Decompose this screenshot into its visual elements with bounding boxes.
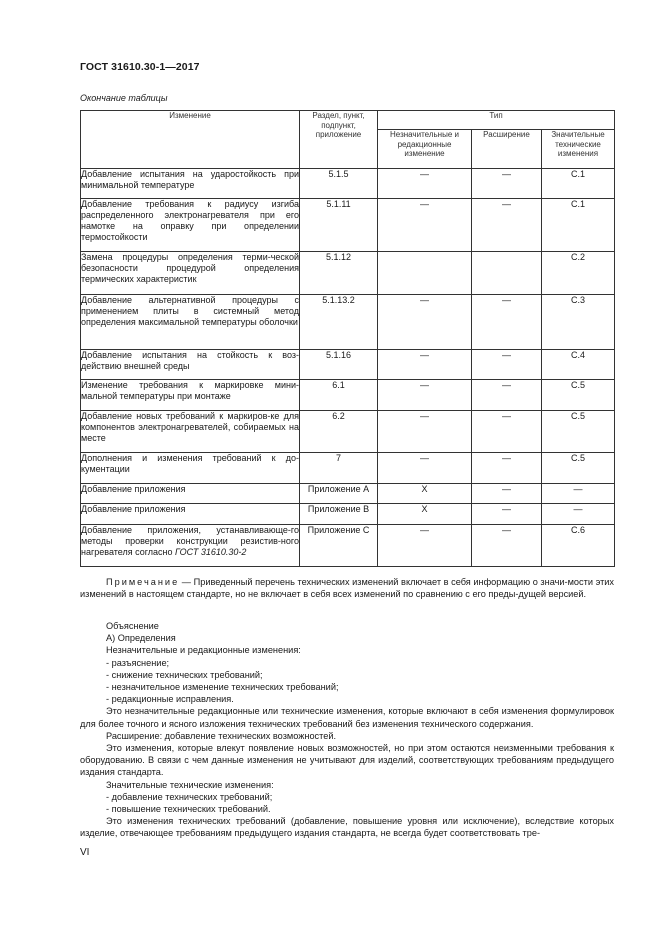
- cell-extension: —: [472, 295, 542, 350]
- paragraph: Это незначительные редакционные или технические изменения, которые включают в себя изменения формулировок для более точного и ясного изложения технических требований без изменения технического содержания.: [80, 706, 614, 729]
- cell-change: Замена процедуры определения терми-ческой безопасности процедурой определения термических характеристик: [81, 252, 300, 295]
- cell-major: C.6: [542, 525, 615, 567]
- cell-change: Добавление испытания на стойкость к воз-действию внешней среды: [81, 350, 300, 380]
- cell-section: 6.1: [300, 380, 378, 411]
- header-extension: Расширение: [472, 130, 542, 169]
- paragraph: Это изменения технических требований (добавление, повышение уровня или исключение), вследствие которых изделие, отвечающее требованиям предыдущего издания стандарта, не всегда будет соответствовать тре-: [80, 816, 614, 839]
- cell-change: Добавление требования к радиусу изгиба распределенного электронагревателя при его намотке на оправку при определении термостойкости: [81, 199, 300, 252]
- cell-major: C.5: [542, 380, 615, 411]
- cell-minor: —: [378, 350, 472, 380]
- paragraph: Это изменения, которые влекут появление новых возможностей, но при этом остаются неизменными требования к оборудованию. В связи с чем данные изменения не учитывают для изделий, соответствующих требованиям предыдущего издания стандарта.: [80, 743, 614, 778]
- cell-minor: [378, 252, 472, 295]
- cell-extension: —: [472, 380, 542, 411]
- list-item: - редакционные исправления.: [106, 694, 234, 705]
- cell-change-text: Добавление приложения, устанавливающе-го методы проверки конструкции резистив-ного нагревателя согласно: [81, 525, 299, 557]
- header-major: Значительные технические изменения: [542, 130, 615, 169]
- definitions-heading: А) Определения: [106, 633, 176, 644]
- cell-major: C.2: [542, 252, 615, 295]
- cell-section: Приложение В: [300, 504, 378, 525]
- table-row: [81, 453, 615, 484]
- cell-major: C.3: [542, 295, 615, 350]
- cell-section: 5.1.16: [300, 350, 378, 380]
- header-type: Тип: [378, 111, 615, 130]
- table-row: [81, 252, 615, 295]
- table-row: [81, 295, 615, 350]
- cell-minor: X: [378, 484, 472, 504]
- table-row: [81, 411, 615, 453]
- cell-minor: —: [378, 199, 472, 252]
- cell-section: 5.1.5: [300, 169, 378, 199]
- cell-change: Добавление новых требований к маркиров-ке для компонентов электронагревателей, собираемых на месте: [81, 411, 300, 453]
- cell-extension: —: [472, 484, 542, 504]
- header-change: Изменение: [81, 111, 300, 169]
- cell-extension: —: [472, 169, 542, 199]
- table-note: [80, 576, 614, 600]
- table-row: [81, 169, 615, 199]
- list-item: - незначительное изменение технических требований;: [106, 682, 339, 693]
- changes-table: [80, 110, 615, 567]
- cell-minor: —: [378, 380, 472, 411]
- table-row: [81, 525, 615, 567]
- cell-major: —: [542, 484, 615, 504]
- cell-extension: —: [472, 453, 542, 484]
- cell-change: Дополнения и изменения требований к до-кументации: [81, 453, 300, 484]
- cell-minor: —: [378, 169, 472, 199]
- header-minor: Незначительные и редакционные изменение: [378, 130, 472, 169]
- cell-section: Приложение С: [300, 525, 378, 567]
- cell-extension: —: [472, 411, 542, 453]
- list-item: - повышение технических требований.: [106, 804, 271, 815]
- header-section: Раздел, пункт, подпункт, приложение: [300, 111, 378, 169]
- cell-minor: —: [378, 295, 472, 350]
- cell-major: C.5: [542, 453, 615, 484]
- list-item: - снижение технических требований;: [106, 669, 263, 680]
- cell-extension: [472, 252, 542, 295]
- cell-major: C.1: [542, 199, 615, 252]
- cell-extension: —: [472, 350, 542, 380]
- table-caption: Окончание таблицы: [80, 93, 168, 103]
- table-row: [81, 380, 615, 411]
- page-number: VI: [80, 847, 90, 858]
- cell-major: C.4: [542, 350, 615, 380]
- cell-extension: —: [472, 504, 542, 525]
- extension-heading: Расширение: добавление технических возможностей.: [106, 730, 337, 741]
- cell-minor: —: [378, 525, 472, 567]
- cell-section: Приложение А: [300, 484, 378, 504]
- note-label: Примечание: [106, 577, 180, 587]
- standard-reference: ГОСТ 31610.30-2: [175, 547, 247, 557]
- table-row: [81, 350, 615, 380]
- cell-change: [81, 525, 300, 567]
- cell-major: C.5: [542, 411, 615, 453]
- cell-section: 7: [300, 453, 378, 484]
- cell-section: 6.2: [300, 411, 378, 453]
- cell-minor: X: [378, 504, 472, 525]
- note-text: — Приведенный перечень технических изменений включает в себя информацию о значи-мости этих изменений в настоящем стандарте, но не включает в себя всех изменений по сравнению с его преды-дущей версией.: [80, 577, 614, 600]
- table-row: [81, 199, 615, 252]
- cell-change: Добавление испытания на ударостойкость при минимальной температуре: [81, 169, 300, 199]
- cell-minor: —: [378, 453, 472, 484]
- table-row: [81, 484, 615, 504]
- cell-change: Добавление приложения: [81, 484, 300, 504]
- list-item: - добавление технических требований;: [106, 791, 273, 802]
- cell-major: —: [542, 504, 615, 525]
- cell-extension: —: [472, 199, 542, 252]
- cell-major: C.1: [542, 169, 615, 199]
- cell-section: 5.1.11: [300, 199, 378, 252]
- cell-change: Добавление альтернативной процедуры с применением плиты в системный метод определения максимальной температуры оболочки: [81, 295, 300, 350]
- minor-changes-heading: Незначительные и редакционные изменения:: [106, 645, 301, 656]
- cell-extension: —: [472, 525, 542, 567]
- cell-change: Изменение требования к маркировке мини-мальной температуры при монтаже: [81, 380, 300, 411]
- cell-section: 5.1.12: [300, 252, 378, 295]
- cell-minor: —: [378, 411, 472, 453]
- cell-section: 5.1.13.2: [300, 295, 378, 350]
- major-changes-heading: Значительные технические изменения:: [106, 779, 274, 790]
- list-item: - разъяснение;: [106, 657, 170, 668]
- table-row: [81, 504, 615, 525]
- explanation-block: [80, 620, 614, 840]
- explanation-heading: Объяснение: [106, 621, 159, 631]
- cell-change: Добавление приложения: [81, 504, 300, 525]
- document-title: ГОСТ 31610.30-1—2017: [80, 61, 200, 73]
